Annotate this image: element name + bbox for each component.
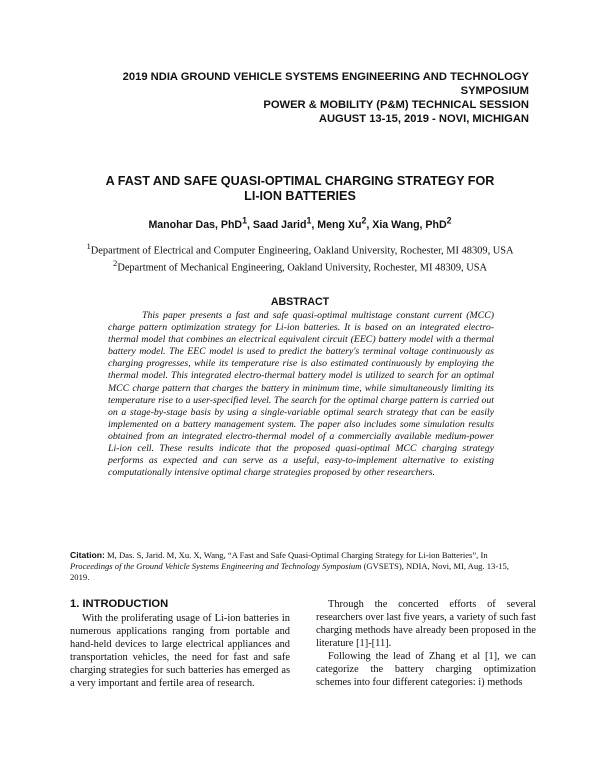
author-list bbox=[60, 215, 540, 231]
affiliations bbox=[80, 240, 520, 275]
abstract-heading: ABSTRACT bbox=[270, 296, 330, 308]
author: Manohar Das, PhD$^1$, bbox=[148, 215, 253, 231]
header-line-4: AUGUST 13-15, 2019 - NOVI, MICHIGAN bbox=[318, 113, 529, 125]
title-line-2: LI-ION BATTERIES bbox=[244, 189, 356, 203]
citation-part-1: M, Das. S, Jarid. M, Xu. X, Wang, “A Fast and Safe Quasi-Optimal Charging Strategy for Li-ion Batteries”, In bbox=[104, 550, 488, 560]
header-line-1: 2019 NDIA GROUND VEHICLE SYSTEMS ENGINEERING AND TECHNOLOGY bbox=[122, 71, 529, 83]
affiliation-1: $^1$Department of Electrical and Computer Engineering, Oakland University, Rochester, MI 48309, USA bbox=[86, 241, 514, 257]
citation bbox=[70, 550, 530, 583]
author: Xia Wang, PhD$^2$ bbox=[372, 215, 452, 231]
affiliation-2: $^2$Department of Mechanical Engineering, Oakland University, Rochester, MI 48309, USA bbox=[112, 258, 488, 274]
section-heading-introduction: 1. INTRODUCTION bbox=[70, 598, 169, 610]
citation-part-2: (GVSETS), NDIA, Novi, MI, Aug. 13-15, 2019. bbox=[70, 561, 509, 582]
author: Saad Jarid$^1$, bbox=[252, 215, 318, 231]
title-line-1: A FAST AND SAFE QUASI-OPTIMAL CHARGING STRATEGY FOR bbox=[105, 174, 495, 188]
intro-paragraph-3: Following the lead of Zhang et al [1], we can categorize the battery charging optimization schemes into four different categories: i) methods bbox=[316, 651, 536, 688]
header-line-3: POWER & MOBILITY (P&M) TECHNICAL SESSION bbox=[263, 99, 529, 111]
intro-paragraph-2: Through the concerted efforts of several researchers over last five years, a variety of such fast charging methods have already been proposed in the literature [1]-[11]. bbox=[316, 599, 536, 649]
citation-proceedings: Proceedings of the Ground Vehicle Systems Engineering and Technology Symposium bbox=[70, 561, 362, 571]
header-line-2: SYMPOSIUM bbox=[460, 85, 529, 97]
conference-header bbox=[123, 70, 529, 126]
citation-label: Citation: bbox=[70, 550, 105, 560]
left-column bbox=[70, 598, 290, 690]
author: Meng Xu$^2$, bbox=[317, 215, 373, 231]
paper-title bbox=[60, 174, 540, 204]
abstract-text: This paper presents a fast and safe quasi-optimal multistage constant current (MCC) charge pattern optimization strategy for Li-ion batteries. It is based on an integrated electro-thermal model that combines an electrical equivalent circuit (EEC) battery model with a thermal battery model. The EEC model is used to predict the battery's terminal voltage continuously as charging progresses, while its temperature rise is also estimated continuously by employing the thermal model. This integrated electro-thermal battery model is utilized to search for an optimal MCC charge pattern that charges the battery in minimum time, while simultaneously limiting its temperature rise to a user-specified level. The search for the optimal charge pattern is carried out on a stage-by-stage basis by using a single-variable optimal search strategy that can be easily implemented on a battery management system. The paper also includes some simulation results obtained from an integrated electro-thermal model of a commercially available medium-power Li-ion cell. These results indicate that the proposed quasi-optimal MCC charging strategy performs as expected and can serve as a useful, easy-to-implement alternative to existing computationally intensive optimal charge strategies proposed by other researchers. bbox=[108, 310, 494, 479]
intro-paragraph-1: With the proliferating usage of Li-ion batteries in numerous applications ranging from portable and hand-held devices to large electrical appliances and transportation vehicles, the need for fast and safe charging strategies for such batteries has emerged as a very important and fertile area of research. bbox=[70, 613, 290, 689]
right-column bbox=[316, 598, 536, 689]
